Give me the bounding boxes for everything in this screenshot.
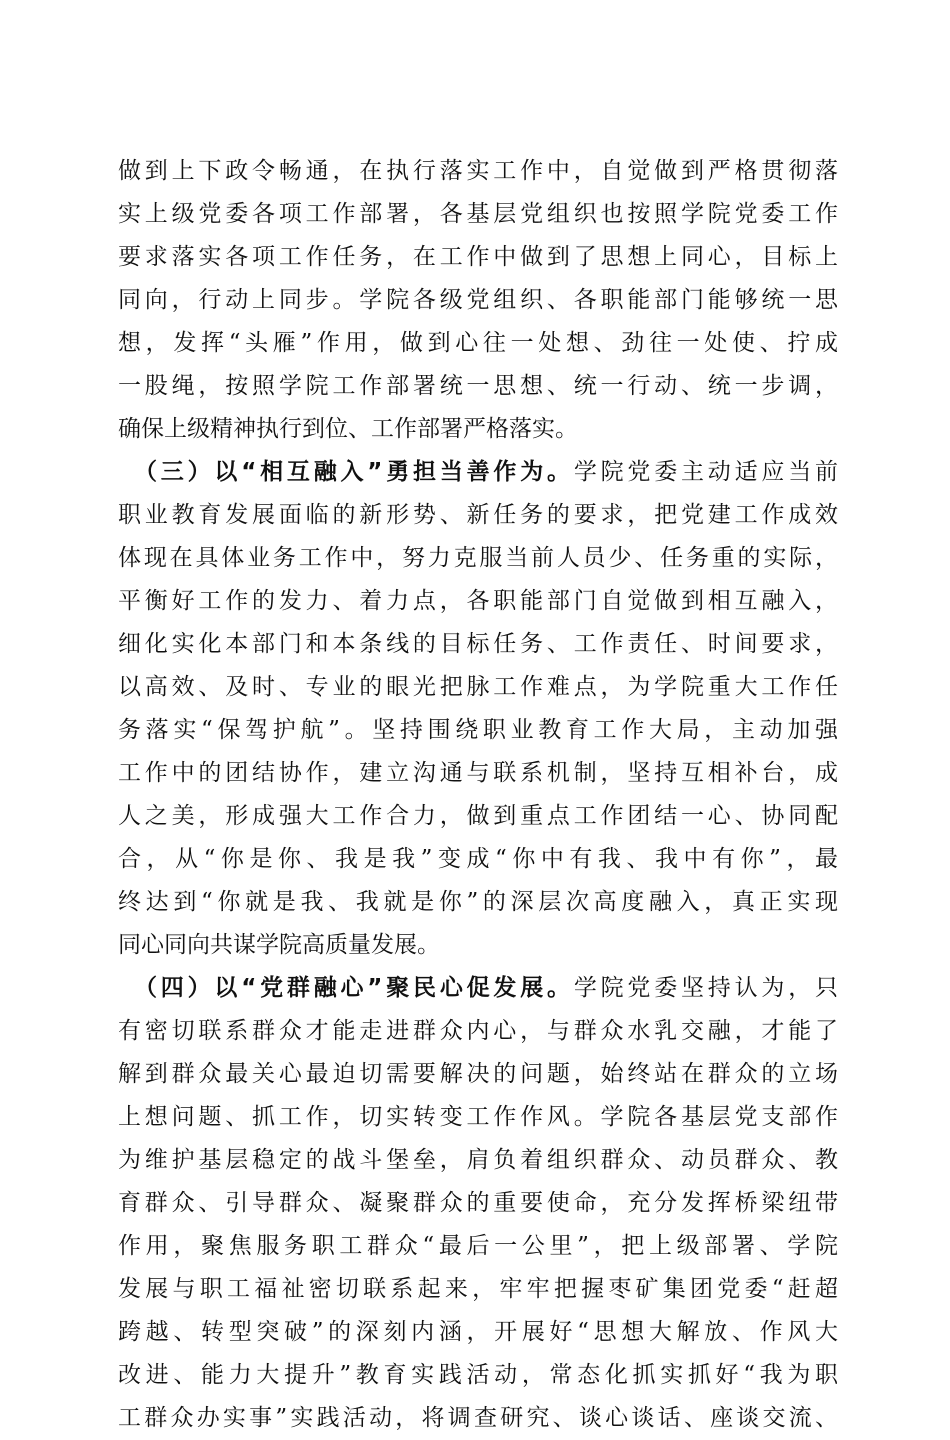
text-line: 想，发挥“头雁”作用，做到心往一处想、劲往一处使、拧成 bbox=[118, 330, 838, 356]
text-line: 平衡好工作的发力、着力点，各职能部门自觉做到相互融入， bbox=[118, 588, 838, 614]
section-heading-4: （四）以“党群融心”聚民心促发展。 bbox=[134, 975, 574, 1001]
section-first-line bbox=[118, 451, 838, 494]
text-line: 体现在具体业务工作中，努力克服当前人员少、任务重的实际， bbox=[118, 545, 838, 571]
text-line: 工群众办实事”实践活动，将调查研究、谈心谈话、座谈交流、 bbox=[118, 1405, 838, 1431]
text-line: 合，从“你是你、我是我”变成“你中有我、我中有你”，最 bbox=[118, 846, 838, 872]
text-line: 实上级党委各项工作部署，各基层党组织也按照学院党委工作 bbox=[118, 201, 838, 227]
document-body bbox=[118, 150, 838, 1440]
text-line: 为维护基层稳定的战斗堡垒，肩负着组织群众、动员群众、教 bbox=[118, 1147, 838, 1173]
paragraph-continuation bbox=[118, 150, 838, 451]
text-line: 人之美，形成强大工作合力，做到重点工作团结一心、协同配 bbox=[118, 803, 838, 829]
paragraph-section-4 bbox=[118, 967, 838, 1440]
paragraph-section-3 bbox=[118, 451, 838, 967]
text-line: 同向，行动上同步。学院各级党组织、各职能部门能够统一思 bbox=[118, 287, 838, 313]
text-line: 跨越、转型突破”的深刻内涵，开展好“思想大解放、作风大 bbox=[118, 1319, 838, 1345]
text-line: 职业教育发展面临的新形势、新任务的要求，把党建工作成效 bbox=[118, 502, 838, 528]
section-first-line bbox=[118, 967, 838, 1010]
section-heading-3: （三）以“相互融入”勇担当善作为。 bbox=[134, 459, 574, 485]
text-line: 解到群众最关心最迫切需要解决的问题，始终站在群众的立场 bbox=[118, 1061, 838, 1087]
text-line: 育群众、引导群众、凝聚群众的重要使命，充分发挥桥梁纽带 bbox=[118, 1190, 838, 1216]
section-lead-text: 学院党委主动适应当前 bbox=[573, 459, 839, 485]
text-line: 改进、能力大提升”教育实践活动，常态化抓实抓好“我为职 bbox=[118, 1362, 838, 1388]
text-line: 确保上级精神执行到位、工作部署严格落实。 bbox=[118, 416, 578, 442]
text-line: 工作中的团结协作，建立沟通与联系机制，坚持互相补台，成 bbox=[118, 760, 838, 786]
text-line: 细化实化本部门和本条线的目标任务、工作责任、时间要求， bbox=[118, 631, 838, 657]
text-line: 做到上下政令畅通，在执行落实工作中，自觉做到严格贯彻落 bbox=[118, 158, 838, 184]
text-line: 终达到“你就是我、我就是你”的深层次高度融入，真正实现 bbox=[118, 889, 838, 915]
text-line: 有密切联系群众才能走进群众内心，与群众水乳交融，才能了 bbox=[118, 1018, 838, 1044]
text-line: 务落实“保驾护航”。坚持围绕职业教育工作大局，主动加强 bbox=[118, 717, 838, 743]
text-line: 作用，聚焦服务职工群众“最后一公里”，把上级部署、学院 bbox=[118, 1233, 838, 1259]
section-lead-text: 学院党委坚持认为，只 bbox=[573, 975, 839, 1001]
text-line: 以高效、及时、专业的眼光把脉工作难点，为学院重大工作任 bbox=[118, 674, 838, 700]
text-line: 发展与职工福祉密切联系起来，牢牢把握枣矿集团党委“赶超 bbox=[118, 1276, 838, 1302]
text-line: 同心同向共谋学院高质量发展。 bbox=[118, 932, 440, 958]
text-line: 一股绳，按照学院工作部署统一思想、统一行动、统一步调， bbox=[118, 373, 838, 399]
text-line: 上想问题、抓工作，切实转变工作作风。学院各基层党支部作 bbox=[118, 1104, 838, 1130]
text-line: 要求落实各项工作任务，在工作中做到了思想上同心，目标上 bbox=[118, 244, 838, 270]
